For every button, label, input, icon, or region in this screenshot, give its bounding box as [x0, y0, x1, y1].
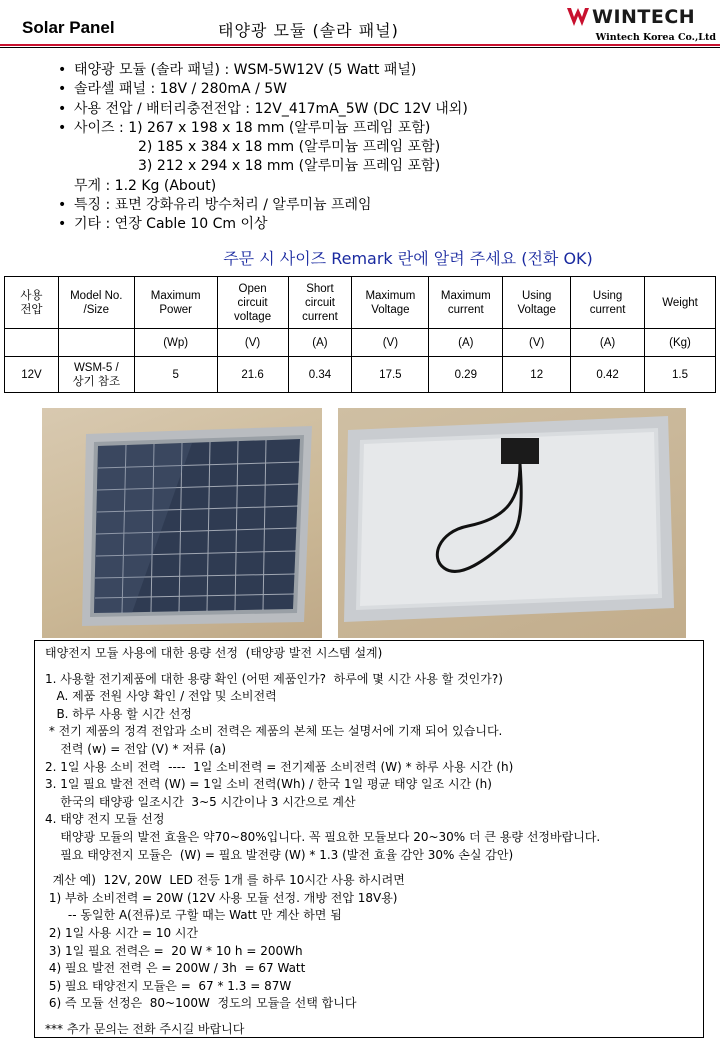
- table-header-cell: 사용 전압: [5, 277, 59, 329]
- logo-wordmark: WINTECH: [592, 6, 696, 28]
- order-notice: 주문 시 사이즈 Remark 란에 알려 주세요 (전화 OK): [223, 249, 593, 268]
- table-unit-cell: (V): [352, 329, 429, 357]
- table-unit-cell: (A): [429, 329, 503, 357]
- table-header-cell: Model No. /Size: [58, 277, 134, 329]
- logo-company-name: Wintech Korea Co.,Ltd: [595, 32, 716, 43]
- table-header-cell: Weight: [645, 277, 716, 329]
- table-cell: 12V: [5, 357, 59, 393]
- spec-item: • 사용 전압 / 배터리충전전압 : 12V_417mA_5W (DC 12V 내외): [58, 100, 468, 117]
- guide-line: 4. 태양 전지 모듈 선정: [45, 812, 165, 827]
- guide-line: 한국의 태양광 일조시간 3~5 시간이나 3 시간으로 계산: [45, 794, 356, 809]
- table-header-cell: Short circuit current: [288, 277, 352, 329]
- example-line: -- 동일한 A(전류)로 구할 때는 Watt 만 계산 하면 됨: [45, 908, 342, 923]
- wintech-logo-icon: [566, 6, 590, 28]
- example-line: 1) 부하 소비전력 = 20W (12V 사용 모듈 선정. 개방 전압 18V용): [45, 890, 398, 905]
- guide-line: 1. 사용할 전기제품에 대한 용량 확인 (어떤 제품인가? 하루에 몇 시간 사용 할 것인가?): [45, 671, 503, 686]
- example-line: 계산 예) 12V, 20W LED 전등 1개 를 하루 10시간 사용 하시려면: [45, 873, 405, 888]
- guide-line: * 전기 제품의 정격 전압과 소비 전력은 제품의 본체 또는 설명서에 기재 되어 있습니다.: [45, 724, 503, 739]
- spec-list: [58, 61, 678, 235]
- table-unit-cell: [5, 329, 59, 357]
- example-line: 4) 필요 발전 전력 은 = 200W / 3h = 67 Watt: [45, 961, 306, 976]
- guide-line: 필요 태양전지 모듈은 (W) = 필요 발전량 (W) * 1.3 (발전 효율 감안 30% 손실 감안): [45, 847, 514, 862]
- guide-line: 3. 1일 필요 발전 전력 (W) = 1일 소비 전력(Wh) / 한국 1일 평균 태양 일조 시간 (h): [45, 777, 492, 792]
- solar-panel-back-image: [338, 408, 686, 638]
- title-english: Solar Panel: [22, 18, 115, 37]
- table-unit-cell: (Kg): [645, 329, 716, 357]
- table-cell: WSM-5 / 상기 참조: [58, 357, 134, 393]
- table-header-cell: Using current: [571, 277, 645, 329]
- table-unit-cell: (Wp): [134, 329, 217, 357]
- spec-item: • 기타 : 연장 Cable 10 Cm 이상: [58, 216, 268, 233]
- guide-footer: *** 추가 문의는 전화 주시길 바랍니다: [45, 1021, 245, 1036]
- guide-line: 전력 (w) = 전압 (V) * 저류 (a): [45, 741, 227, 756]
- table-units-row: [5, 329, 716, 357]
- table-cell: 21.6: [217, 357, 288, 393]
- solar-panel-front-photo: [42, 408, 322, 638]
- guide-title: 태양전지 모듈 사용에 대한 용량 선정 (태양광 발전 시스템 설계): [45, 646, 383, 660]
- table-cell: 1.5: [645, 357, 716, 393]
- example-line: 5) 필요 태양전지 모듈은 = 67 * 1.3 = 87W: [45, 978, 292, 993]
- table-header-cell: Maximum Power: [134, 277, 217, 329]
- spec-item: • 특징 : 표면 강화유리 방수처리 / 알루미늄 프레임: [58, 197, 372, 214]
- table-row: [5, 357, 716, 393]
- table-unit-cell: [58, 329, 134, 357]
- solar-panel-front-image: [42, 408, 322, 638]
- table-cell: 0.34: [288, 357, 352, 393]
- guide-line: A. 제품 전원 사양 확인 / 전압 및 소비전력: [45, 689, 277, 704]
- table-header-cell: Maximum Voltage: [352, 277, 429, 329]
- example-line: 2) 1일 사용 시간 = 10 시간: [45, 925, 199, 940]
- example-line: 3) 1일 필요 전력은 = 20 W * 10 h = 200Wh: [45, 943, 303, 958]
- table-header-cell: Open circuit voltage: [217, 277, 288, 329]
- header-divider-red: [0, 44, 720, 46]
- guide-line: 태양광 모듈의 발전 효율은 약70~80%입니다. 꼭 필요한 모듈보다 20~30% 더 큰 용량 선정바랍니다.: [45, 829, 601, 844]
- table-cell: 17.5: [352, 357, 429, 393]
- table-cell: 0.42: [571, 357, 645, 393]
- spec-item: • 태양광 모듈 (솔라 패널) : WSM-5W12V (5 Watt 패널): [58, 62, 417, 78]
- solar-panel-back-photo: [338, 408, 686, 638]
- table-unit-cell: (A): [571, 329, 645, 357]
- electrical-spec-table: [4, 276, 716, 393]
- example-line: 6) 즉 모듈 선정은 80~100W 정도의 모듈을 선택 합니다: [45, 996, 357, 1011]
- table-cell: 5: [134, 357, 217, 393]
- spec-item: • 솔라셀 패널 : 18V / 280mA / 5W: [58, 81, 287, 98]
- page-header: [0, 0, 720, 52]
- header-divider-black: [0, 47, 720, 48]
- table-unit-cell: (V): [217, 329, 288, 357]
- guide-line: 2. 1일 사용 소비 전력 ---- 1일 소비전력 = 전기제품 소비전력 (W) * 하루 사용 시간 (h): [45, 759, 514, 774]
- title-korean: 태양광 모듈 (솔라 패널): [218, 21, 399, 40]
- spec-item-weight: 무게 : 1.2 Kg (About): [74, 177, 217, 194]
- table-cell: 0.29: [429, 357, 503, 393]
- spec-item-size-3: 3) 212 x 294 x 18 mm (알루미늄 프레임 포함): [138, 158, 441, 175]
- table-header-row: [5, 277, 716, 329]
- capacity-selection-guide: [34, 640, 704, 1038]
- spec-item: • 사이즈 : 1) 267 x 198 x 18 mm (알루미늄 프레임 포함): [58, 119, 431, 136]
- wintech-logo: [560, 4, 716, 46]
- table-cell: 12: [503, 357, 571, 393]
- spec-item-size-2: 2) 185 x 384 x 18 mm (알루미늄 프레임 포함): [138, 139, 441, 156]
- table-header-cell: Using Voltage: [503, 277, 571, 329]
- table-header-cell: Maximum current: [429, 277, 503, 329]
- table-unit-cell: (V): [503, 329, 571, 357]
- guide-line: B. 하루 사용 할 시간 선정: [45, 706, 192, 721]
- table-unit-cell: (A): [288, 329, 352, 357]
